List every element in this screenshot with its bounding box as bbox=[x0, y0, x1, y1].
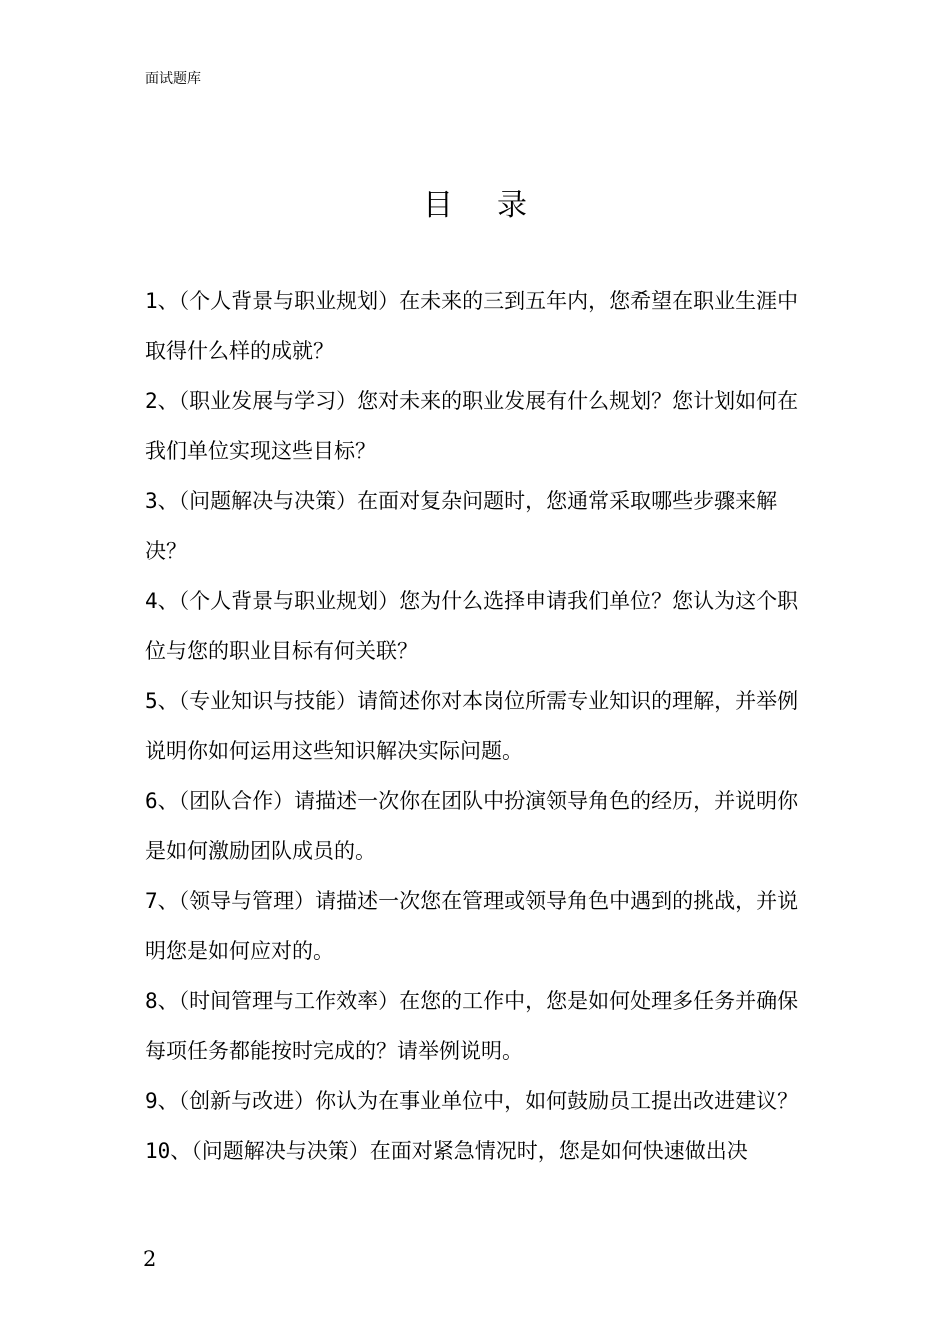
table-of-contents bbox=[145, 276, 807, 1176]
toc-item-2[interactable]: 2、（职业发展与学习）您对未来的职业发展有什么规划？您计划如何在我们单位实现这些目标？ bbox=[145, 389, 799, 463]
page-number: 2 bbox=[143, 1247, 157, 1271]
toc-item-10[interactable]: 10、（问题解决与决策）在面对紧急情况时，您是如何快速做出决 bbox=[145, 1139, 748, 1163]
page-header: 面试题库 bbox=[145, 71, 201, 87]
toc-item-8[interactable]: 8、（时间管理与工作效率）在您的工作中，您是如何处理多任务并确保每项任务都能按时完成的？请举例说明。 bbox=[145, 989, 799, 1063]
toc-item-3[interactable]: 3、（问题解决与决策）在面对复杂问题时，您通常采取哪些步骤来解决？ bbox=[145, 489, 778, 563]
toc-item-7[interactable]: 7、（领导与管理）请描述一次您在管理或领导角色中遇到的挑战，并说明您是如何应对的。 bbox=[145, 889, 799, 963]
toc-item-4[interactable]: 4、（个人背景与职业规划）您为什么选择申请我们单位？您认为这个职位与您的职业目标有何关联？ bbox=[145, 589, 799, 663]
toc-item-6[interactable]: 6、（团队合作）请描述一次你在团队中扮演领导角色的经历，并说明你是如何激励团队成员的。 bbox=[145, 789, 799, 863]
toc-item-9[interactable]: 9、（创新与改进）你认为在事业单位中，如何鼓励员工提出改进建议？ bbox=[145, 1089, 799, 1113]
toc-item-1[interactable]: 1、（个人背景与职业规划）在未来的三到五年内，您希望在职业生涯中取得什么样的成就？ bbox=[145, 289, 799, 363]
toc-title: 目录 bbox=[423, 188, 571, 223]
toc-item-5[interactable]: 5、（专业知识与技能）请简述你对本岗位所需专业知识的理解，并举例说明你如何运用这些知识解决实际问题。 bbox=[145, 689, 799, 763]
